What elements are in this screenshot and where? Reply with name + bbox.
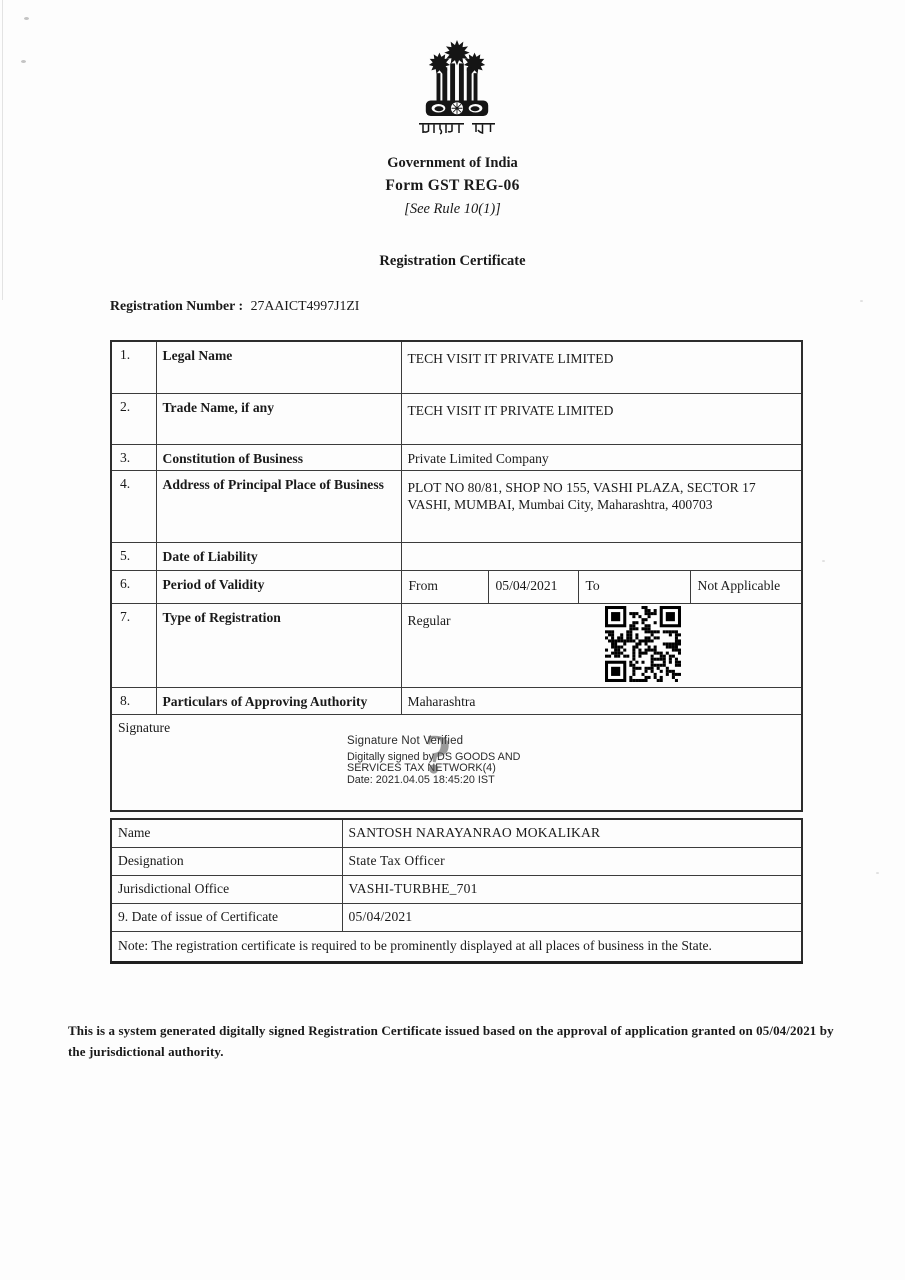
field-label: Date of Liability [156, 542, 401, 570]
row-number: 2. [111, 393, 156, 444]
validity-to-label: To [579, 571, 691, 603]
signature-not-verified-text: Signature Not Verified [347, 734, 464, 747]
field-value: 05/04/2021 [342, 903, 802, 931]
approving-authority-table [110, 818, 803, 964]
table-row [111, 444, 802, 470]
digitally-signed-line1: Digitally signed by DS GOODS AND [347, 750, 521, 763]
scan-speck [21, 60, 26, 63]
table-row [111, 875, 802, 903]
signature-label: Signature [118, 719, 171, 735]
validity-subrow [402, 571, 802, 603]
field-value: PLOT NO 80/81, SHOP NO 155, VASHI PLAZA, SECTOR 17 VASHI, MUMBAI, Mumbai City, Maharashtra, 400703 [401, 470, 802, 542]
government-of-india-title: Government of India [387, 155, 518, 171]
field-label: Particulars of Approving Authority [156, 687, 401, 714]
table-row [111, 819, 802, 847]
note-row [111, 931, 802, 962]
signature-watermark-icon: ? [419, 722, 455, 787]
field-value: SANTOSH NARAYANRAO MOKALIKAR [342, 819, 802, 847]
table-row-type-of-registration [111, 603, 802, 687]
table-row [111, 470, 802, 542]
validity-to-value: Not Applicable [697, 577, 781, 593]
certificate-details-table [110, 340, 803, 812]
field-value: Maharashtra [401, 687, 802, 714]
qr-code [605, 606, 681, 682]
field-label: Address of Principal Place of Business [156, 470, 401, 542]
signature-row [111, 714, 802, 811]
field-value: TECH VISIT IT PRIVATE LIMITED [401, 393, 802, 444]
table-row [111, 903, 802, 931]
registration-number-line [110, 298, 359, 314]
certificate-title: Registration Certificate [379, 253, 526, 269]
row-number: 8. [111, 687, 156, 714]
emblem-caption [419, 122, 495, 136]
system-generated-note: This is a system generated digitally signed Registration Certificate issued based on the approval of application granted on 05/04/2021 by the jurisdictional authority. [68, 1023, 834, 1059]
table-row [111, 341, 802, 393]
field-label: Jurisdictional Office [111, 875, 342, 903]
field-label: Legal Name [156, 341, 401, 393]
form-name: Form GST REG-06 [385, 177, 520, 194]
row-number: 4. [111, 470, 156, 542]
field-value: State Tax Officer [342, 847, 802, 875]
row-number: 5. [111, 542, 156, 570]
national-emblem [409, 40, 505, 136]
field-value: TECH VISIT IT PRIVATE LIMITED [401, 341, 802, 393]
field-label: Trade Name, if any [156, 393, 401, 444]
field-label: Name [111, 819, 342, 847]
table-row-period-of-validity [111, 570, 802, 603]
field-label: Constitution of Business [156, 444, 401, 470]
field-value: VASHI-TURBHE_701 [342, 875, 802, 903]
note-text: Note: The registration certificate is required to be prominently displayed at all places of business in the State. [111, 931, 802, 962]
table-row [111, 393, 802, 444]
scan-speck [24, 17, 29, 20]
row-number: 1. [111, 341, 156, 393]
validity-from-value: 05/04/2021 [489, 571, 579, 603]
digitally-signed-line2: SERVICES TAX NETWORK(4) [347, 762, 496, 774]
scan-speck [860, 300, 863, 302]
digital-signature-block [347, 722, 521, 787]
table-row [111, 542, 802, 570]
field-label: Type of Registration [156, 603, 401, 687]
field-label: Designation [111, 847, 342, 875]
row-number: 3. [111, 444, 156, 470]
field-label: 9. Date of issue of Certificate [111, 903, 342, 931]
field-value [401, 542, 802, 570]
field-label: Period of Validity [156, 570, 401, 603]
scan-speck [822, 560, 825, 562]
row-number: 6. [111, 570, 156, 603]
scan-speck [876, 872, 879, 874]
field-value: Regular [407, 612, 451, 628]
lion-capital-icon [413, 40, 501, 118]
field-value: Private Limited Company [401, 444, 802, 470]
signature-date-line: Date: 2021.04.05 18:45:20 IST [347, 773, 495, 786]
table-row [111, 847, 802, 875]
registration-number-label: Registration Number : [110, 298, 244, 313]
registration-number-value: 27AAICT4997J1ZI [250, 298, 360, 313]
row-number: 7. [111, 603, 156, 687]
validity-from-label: From [402, 571, 489, 603]
rule-reference: [See Rule 10(1)] [404, 201, 501, 217]
table-row [111, 687, 802, 714]
